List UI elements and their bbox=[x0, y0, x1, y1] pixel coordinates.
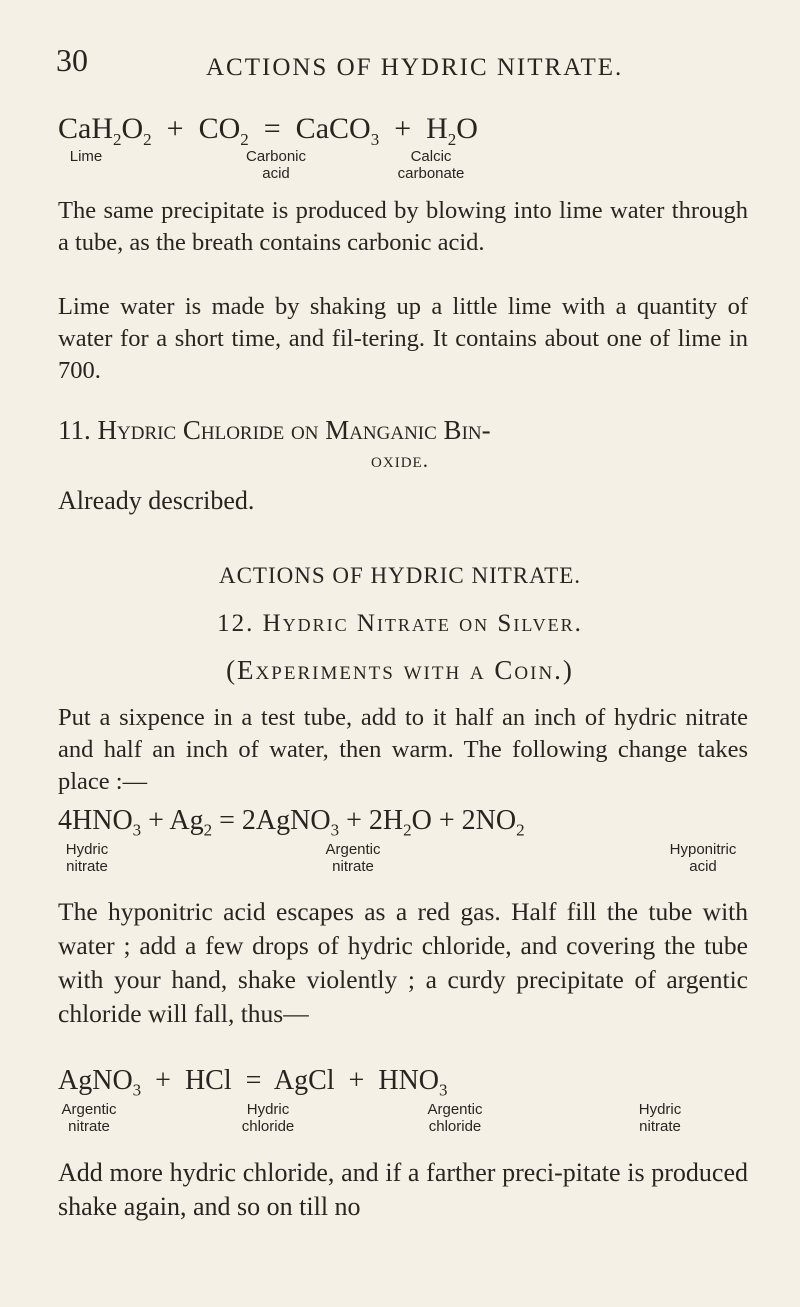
running-head: ACTIONS OF HYDRIC NITRATE. bbox=[206, 54, 624, 81]
label-argentic-nitrate: Argentic nitrate bbox=[325, 841, 381, 875]
section-12-subtitle: (Experiments with a Coin.) bbox=[226, 655, 574, 685]
equation-argentic-chloride bbox=[58, 1065, 778, 1145]
paragraph-lime-water: Lime water is made by shaking up a little lime with a quantity of water for a short time, and fil-tering. It contains about one of lime in 700. bbox=[58, 293, 748, 384]
equation-lime-carbonic bbox=[58, 112, 778, 182]
label-calcic-carbonate: Calcic carbonate bbox=[397, 148, 465, 182]
paragraph-sixpence: Put a sixpence in a test tube, add to it half an inch of hydric nitrate and half an inch of water, then warm. The following change takes place :— bbox=[58, 704, 748, 795]
section-12-heading: 12. Hydric Nitrate on Silver. bbox=[217, 610, 583, 637]
label-hydric-chloride: Hydric chloride bbox=[241, 1101, 295, 1135]
page-header bbox=[56, 42, 776, 82]
label-hydric-nitrate: Hydric nitrate bbox=[65, 841, 109, 875]
page-number: 30 bbox=[56, 42, 88, 78]
equation-nitric-silver bbox=[58, 805, 778, 885]
label-argentic-nitrate: Argentic nitrate bbox=[61, 1101, 117, 1135]
paragraph-precipitate: The same precipitate is produced by blowing into lime water through a tube, as the breath contains carbonic acid. bbox=[58, 197, 748, 256]
equation-formula: $CaH_2O_2 + CO_2$ = CaCO$_3$ + $H_2O$ bbox=[58, 112, 478, 149]
section-title: ACTIONS OF HYDRIC NITRATE. bbox=[218, 563, 582, 588]
label-argentic-chloride: Argentic chloride bbox=[427, 1101, 483, 1135]
equation-formula: AgNO$_3$ + HCl = AgCl + $HNO_3$ bbox=[58, 1065, 448, 1100]
paragraph-add-more: Add more hydric chloride, and if a farther preci-pitate is produced shake again, and so on till no bbox=[58, 1158, 748, 1221]
label-hydric-nitrate: Hydric nitrate bbox=[638, 1101, 682, 1135]
equation-formula: $4HNO_3 + Ag_2$ = 2AgNO$_3$ + $2H_2O + 2NO_2$ bbox=[58, 805, 525, 840]
label-lime: Lime bbox=[69, 148, 103, 165]
paragraph-hyponitric: The hyponitric acid escapes as a red gas. Half fill the tube with water ; add a few drops of hydric chloride, and covering the tube with your hand, shake violently ; a curdy precipitate of argentic chloride will fall, thus— bbox=[58, 897, 748, 1028]
section-11-heading-cont: oxide. bbox=[371, 448, 429, 472]
paragraph-already-described: Already described. bbox=[58, 486, 255, 515]
label-hyponitric-acid: Hyponitric acid bbox=[669, 841, 737, 875]
label-carbonic-acid: Carbonic acid bbox=[245, 148, 307, 182]
section-11-heading: 11. Hydric Chloride on Manganic Bin- bbox=[58, 415, 491, 445]
